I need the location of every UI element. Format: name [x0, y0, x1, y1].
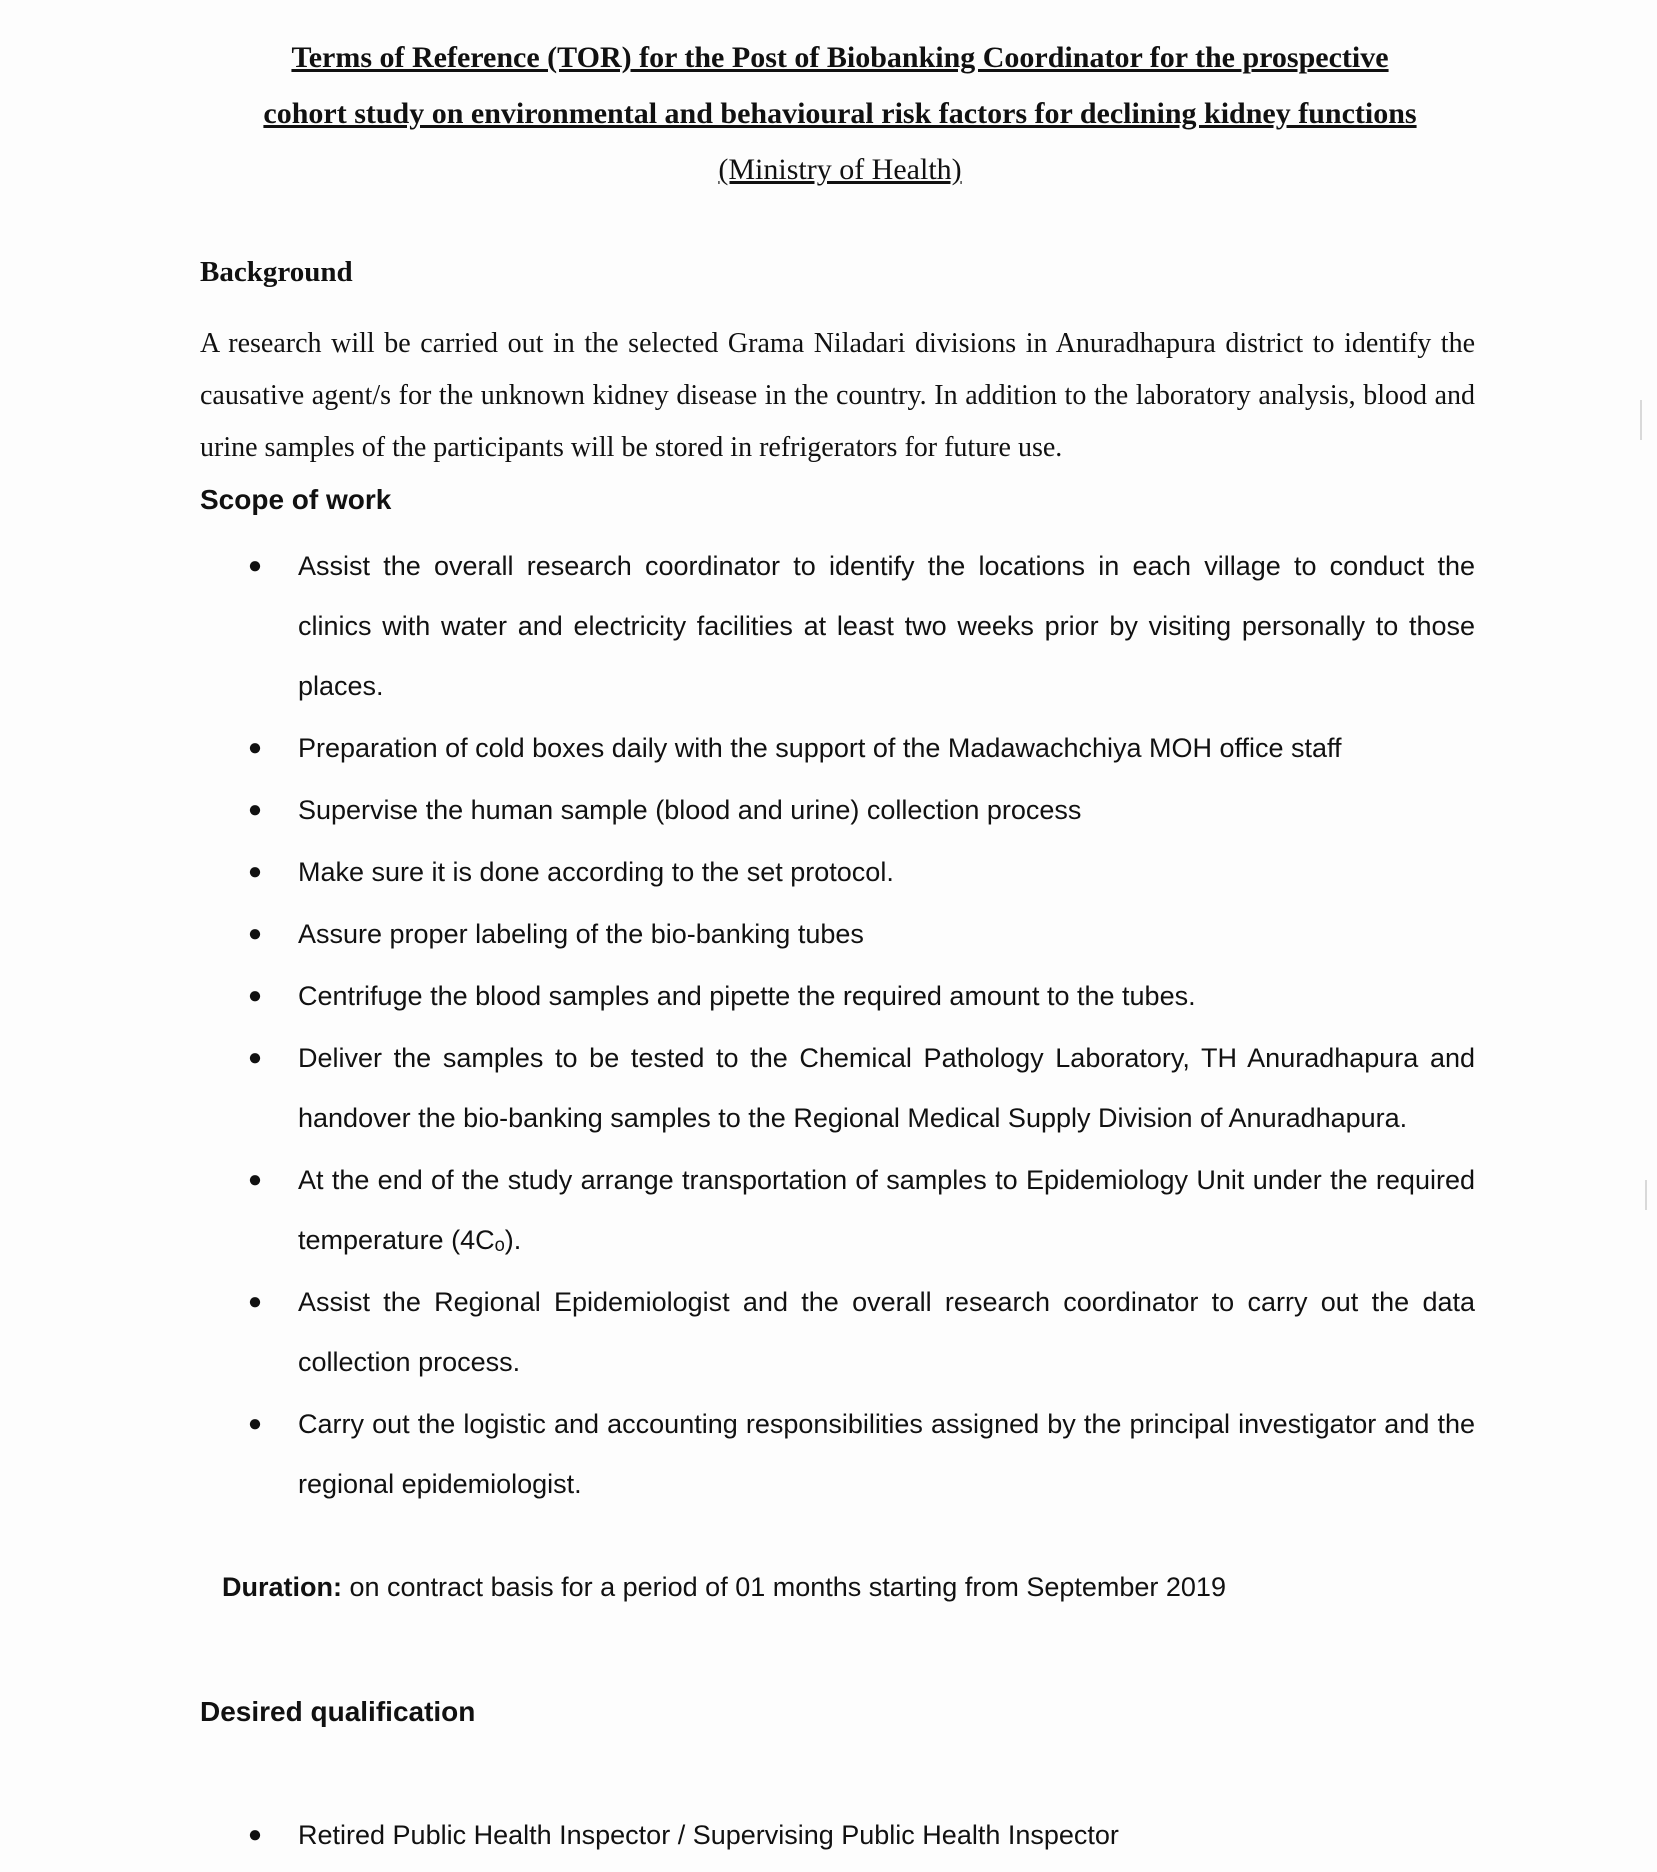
bullet-icon: ●	[247, 920, 263, 947]
list-item: ● Retired Public Health Inspector / Supervising Public Health Inspector	[245, 1805, 1475, 1865]
list-item: ● Assist the Regional Epidemiologist and the overall research coordinator to carry out the data collection process.	[245, 1272, 1475, 1392]
list-item: ● Preparation of cold boxes daily with the support of the Madawachchiya MOH office staff	[245, 718, 1475, 778]
bullet-icon: ●	[247, 1410, 263, 1437]
qualification-heading: Desired qualification	[200, 1696, 476, 1727]
bullet-icon: ●	[247, 858, 263, 885]
scan-speck	[1640, 400, 1642, 440]
bullet-icon: ●	[247, 1821, 263, 1848]
scope-heading: Scope of work	[200, 484, 392, 515]
list-item: ● At the end of the study arrange transportation of samples to Epidemiology Unit under the required temperature (4Cₒ).	[245, 1150, 1475, 1270]
bullet-icon: ●	[247, 1288, 263, 1315]
scan-speck	[1645, 1180, 1647, 1210]
bullet-icon: ●	[247, 1044, 263, 1071]
duration-text: on contract basis for a period of 01 months starting from September 2019	[341, 1572, 1226, 1602]
background-paragraph: A research will be carried out in the selected Grama Niladari divisions in Anuradhapura district to identify the causative agent/s for the unknown kidney disease in the country. In addition to the laboratory analysis, blood and urine samples of the participants will be stored in refrigerators for future use.	[200, 328, 1475, 463]
qualification-list	[245, 1805, 1475, 1865]
document-title	[150, 30, 1530, 198]
list-item: ● Carry out the logistic and accounting responsibilities assigned by the principal investigator and the regional epidemiologist.	[245, 1394, 1475, 1514]
duration-line	[222, 1572, 1226, 1603]
bullet-icon: ●	[247, 552, 263, 579]
background-heading: Background	[200, 256, 353, 288]
list-item: ● Deliver the samples to be tested to the Chemical Pathology Laboratory, TH Anuradhapura and handover the bio-banking samples to the Regional Medical Supply Division of Anuradhapura.	[245, 1028, 1475, 1148]
bullet-icon: ●	[247, 1166, 263, 1193]
title-line-2: cohort study on environmental and behavioural risk factors for declining kidney functions	[263, 97, 1417, 130]
list-item: ● Assist the overall research coordinator to identify the locations in each village to conduct the clinics with water and electricity facilities at least two weeks prior by visiting personally to those places.	[245, 536, 1475, 716]
title-line-3: (Ministry of Health)	[718, 153, 962, 186]
duration-label: Duration:	[222, 1572, 342, 1602]
title-line-1: Terms of Reference (TOR) for the Post of Biobanking Coordinator for the prospective	[291, 41, 1389, 74]
list-item: ● Make sure it is done according to the set protocol.	[245, 842, 1475, 902]
bullet-icon: ●	[247, 796, 263, 823]
list-item: ● Centrifuge the blood samples and pipette the required amount to the tubes.	[245, 966, 1475, 1026]
bullet-icon: ●	[247, 982, 263, 1009]
scope-list	[245, 536, 1475, 1514]
bullet-icon: ●	[247, 734, 263, 761]
list-item: ● Supervise the human sample (blood and urine) collection process	[245, 780, 1475, 840]
list-item: ● Assure proper labeling of the bio-banking tubes	[245, 904, 1475, 964]
